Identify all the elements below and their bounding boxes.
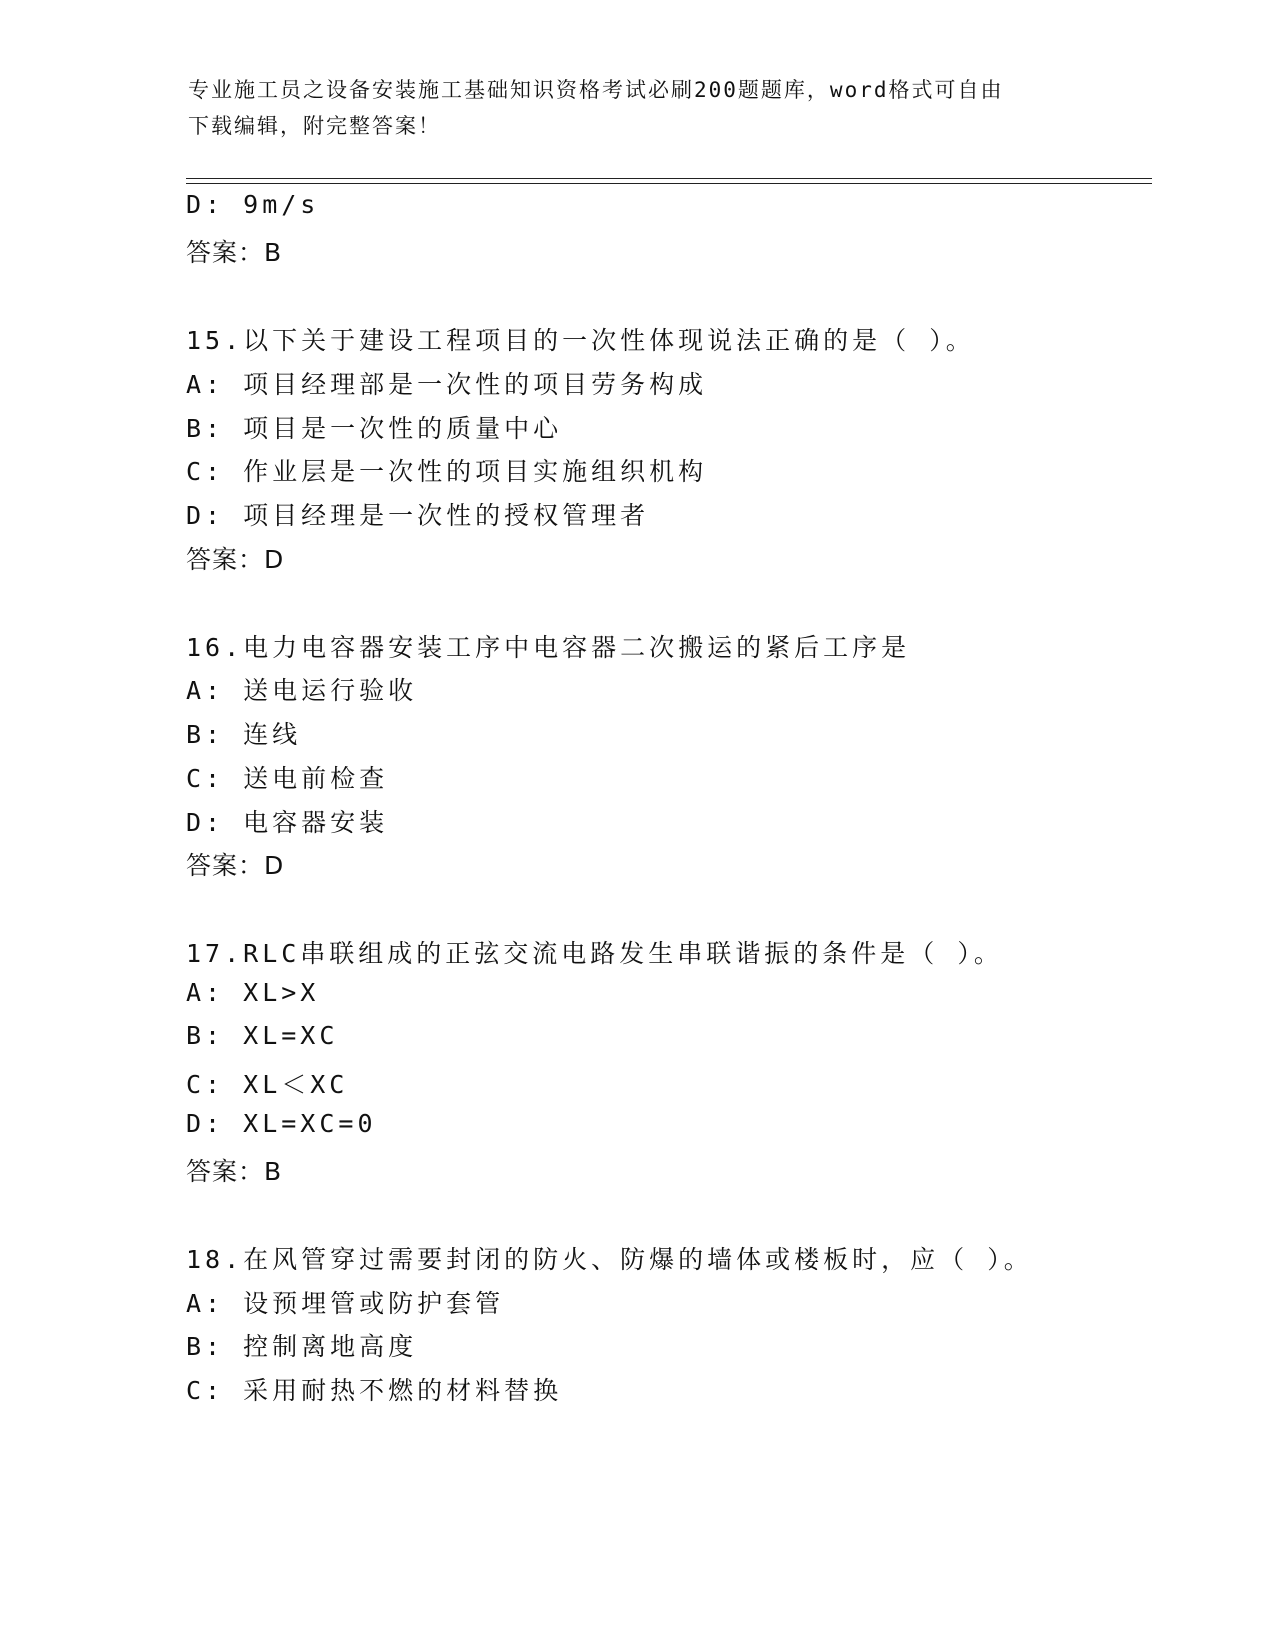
q17-option-d: D: XL=XC=0 — [186, 1109, 377, 1138]
q18-stem: 18.在风管穿过需要封闭的防火、防爆的墙体或楼板时，应（ ）。 — [186, 1245, 1033, 1274]
q16-answer: 答案：D — [186, 851, 285, 880]
q15-stem: 15.以下关于建设工程项目的一次性体现说法正确的是（ ）。 — [186, 326, 975, 355]
q16-option-a: A: 送电运行验收 — [186, 676, 418, 705]
q15-option-a: A: 项目经理部是一次性的项目劳务构成 — [186, 370, 708, 399]
header-divider-top — [186, 178, 1152, 179]
q16-option-d: D: 电容器安装 — [186, 808, 389, 837]
header-line-2: 下载编辑，附完整答案！ — [188, 114, 441, 138]
q17-answer: 答案：B — [186, 1157, 283, 1186]
q14-answer: 答案：B — [186, 238, 283, 267]
q17-stem: 17.RLC串联组成的正弦交流电路发生串联谐振的条件是（ ）。 — [186, 939, 1003, 968]
q17-option-b: B: XL=XC — [186, 1021, 339, 1050]
q18-option-b: B: 控制离地高度 — [186, 1332, 418, 1361]
q17-option-c: C: XL＜XC — [186, 1070, 349, 1099]
q14-option-d: D: 9m/s — [186, 190, 320, 219]
q15-option-d: D: 项目经理是一次性的授权管理者 — [186, 501, 650, 530]
q18-option-a: A: 设预埋管或防护套管 — [186, 1289, 505, 1318]
q15-option-b: B: 项目是一次性的质量中心 — [186, 414, 563, 443]
q17-option-a: A: XL>X — [186, 978, 320, 1007]
q16-option-b: B: 连线 — [186, 720, 302, 749]
q15-option-c: C: 作业层是一次性的项目实施组织机构 — [186, 457, 708, 486]
q15-answer: 答案：D — [186, 545, 285, 574]
q18-option-c: C: 采用耐热不燃的材料替换 — [186, 1376, 563, 1405]
q16-option-c: C: 送电前检查 — [186, 764, 389, 793]
header-divider-bottom — [186, 183, 1152, 184]
q16-stem: 16.电力电容器安装工序中电容器二次搬运的紧后工序是 — [186, 633, 911, 662]
header-line-1: 专业施工员之设备安装施工基础知识资格考试必刷200题题库，word格式可自由 — [188, 78, 1004, 102]
document-header — [188, 72, 1068, 144]
